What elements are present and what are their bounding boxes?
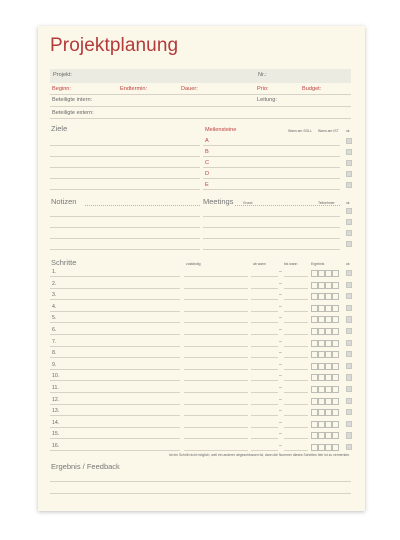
step-ok-checkbox[interactable] bbox=[346, 398, 352, 404]
step-ab-line bbox=[251, 334, 278, 335]
step-ergebnis-box[interactable] bbox=[325, 432, 332, 439]
step-ergebnis-box[interactable] bbox=[311, 409, 318, 416]
step-ergebnis-box[interactable] bbox=[332, 386, 339, 393]
step-zustaendig-line bbox=[184, 415, 248, 416]
step-line bbox=[50, 334, 180, 335]
step-zustaendig-line bbox=[184, 380, 248, 381]
projekt-label: Projekt: bbox=[53, 72, 72, 78]
beteiligte-extern-label: Beteiligte extern: bbox=[52, 110, 94, 116]
meilenstein-line bbox=[203, 167, 340, 168]
step-ergebnis-box[interactable] bbox=[332, 421, 339, 428]
step-ergebnis-box[interactable] bbox=[332, 340, 339, 347]
schritte-ok-header: ok bbox=[346, 262, 350, 266]
step-ergebnis-box[interactable] bbox=[318, 421, 325, 428]
schritte-heading: Schritte bbox=[51, 258, 77, 267]
step-ergebnis-box[interactable] bbox=[311, 340, 318, 347]
step-ergebnis-box[interactable] bbox=[311, 316, 318, 323]
step-zustaendig-line bbox=[184, 450, 248, 451]
step-ergebnis-box[interactable] bbox=[325, 409, 332, 416]
meeting-ok-checkbox[interactable] bbox=[346, 241, 352, 247]
step-bis-line bbox=[284, 427, 308, 428]
step-bis-line bbox=[284, 392, 308, 393]
meeting-ok-checkbox[interactable] bbox=[346, 230, 352, 236]
step-zustaendig-line bbox=[184, 438, 248, 439]
step-ergebnis-box[interactable] bbox=[318, 386, 325, 393]
step-dash: – bbox=[279, 292, 282, 299]
step-ergebnis-box[interactable] bbox=[325, 340, 332, 347]
step-dash: – bbox=[279, 408, 282, 415]
beginn-label: Beginn: bbox=[52, 86, 71, 92]
meilensteine-ok-header: ok bbox=[346, 129, 350, 133]
step-dash: – bbox=[279, 327, 282, 333]
step-ok-checkbox[interactable] bbox=[346, 282, 352, 288]
meilenstein-line bbox=[203, 145, 340, 146]
step-number: 2. bbox=[52, 280, 57, 287]
step-dash: – bbox=[279, 303, 282, 310]
meetings-line bbox=[203, 227, 340, 228]
step-ergebnis-box[interactable] bbox=[311, 282, 318, 289]
step-number: 1. bbox=[52, 269, 57, 275]
step-zustaendig-line bbox=[184, 334, 248, 335]
meilenstein-ok-checkbox[interactable] bbox=[346, 182, 352, 188]
step-bis-line bbox=[284, 438, 308, 439]
step-ergebnis-box[interactable] bbox=[332, 316, 339, 323]
step-ergebnis-box[interactable] bbox=[318, 351, 325, 358]
meetings-teilnehmer-header: Teilnehmer bbox=[318, 201, 335, 205]
ziele-line bbox=[50, 145, 200, 146]
step-number: 6. bbox=[52, 327, 57, 333]
step-bis-line bbox=[284, 276, 308, 277]
step-zustaendig-line bbox=[184, 357, 248, 358]
step-ok-checkbox[interactable] bbox=[346, 363, 352, 369]
nr-label: Nr.: bbox=[258, 72, 267, 78]
step-ab-line bbox=[251, 438, 278, 439]
meilenstein-ok-checkbox[interactable] bbox=[346, 171, 352, 177]
meilenstein-line bbox=[203, 178, 340, 179]
step-ergebnis-box[interactable] bbox=[311, 386, 318, 393]
step-bis-line bbox=[284, 322, 308, 323]
step-zustaendig-line bbox=[184, 346, 248, 347]
step-ergebnis-box[interactable] bbox=[318, 409, 325, 416]
step-number: 12. bbox=[52, 396, 60, 403]
step-zustaendig-line bbox=[184, 404, 248, 405]
step-ab-line bbox=[251, 357, 278, 358]
step-line bbox=[50, 299, 180, 300]
step-ergebnis-box[interactable] bbox=[311, 328, 318, 335]
step-ergebnis-box[interactable] bbox=[318, 282, 325, 289]
step-bis-line bbox=[284, 404, 308, 405]
step-dash: – bbox=[279, 431, 282, 438]
step-ergebnis-box[interactable] bbox=[332, 444, 339, 451]
step-dash: – bbox=[279, 361, 282, 368]
step-dash: – bbox=[279, 269, 282, 275]
step-ergebnis-box[interactable] bbox=[332, 282, 339, 289]
ergebnis-line bbox=[50, 493, 351, 494]
step-number: 3. bbox=[52, 292, 57, 299]
meilenstein-letter: E bbox=[205, 182, 209, 188]
step-ergebnis-box[interactable] bbox=[325, 328, 332, 335]
step-dash: – bbox=[279, 373, 282, 380]
step-ergebnis-box[interactable] bbox=[311, 351, 318, 358]
step-ab-line bbox=[251, 450, 278, 451]
step-ergebnis-box[interactable] bbox=[311, 444, 318, 451]
step-zustaendig-line bbox=[184, 369, 248, 370]
header-line bbox=[50, 106, 351, 107]
step-dash: – bbox=[279, 385, 282, 391]
meetings-line bbox=[235, 205, 340, 206]
step-ergebnis-box[interactable] bbox=[332, 305, 339, 312]
step-ergebnis-box[interactable] bbox=[318, 305, 325, 312]
schritte-ergebnis-header: Ergebnis bbox=[311, 262, 325, 266]
schritte-bis-header: bis wann bbox=[284, 262, 298, 266]
step-ergebnis-box[interactable] bbox=[332, 398, 339, 405]
ziele-line bbox=[50, 167, 200, 168]
ziele-line bbox=[50, 189, 200, 190]
step-ergebnis-box[interactable] bbox=[311, 432, 318, 439]
step-ok-checkbox[interactable] bbox=[346, 340, 352, 346]
meetings-line bbox=[203, 238, 340, 239]
step-line bbox=[50, 427, 180, 428]
step-dash: – bbox=[279, 396, 282, 403]
notizen-line bbox=[50, 238, 200, 239]
meilenstein-line bbox=[203, 156, 340, 157]
step-ergebnis-box[interactable] bbox=[318, 328, 325, 335]
meeting-ok-checkbox[interactable] bbox=[346, 208, 352, 214]
step-ab-line bbox=[251, 311, 278, 312]
meeting-ok-checkbox[interactable] bbox=[346, 219, 352, 225]
ziele-line bbox=[50, 156, 200, 157]
step-ergebnis-box[interactable] bbox=[318, 374, 325, 381]
step-ergebnis-box[interactable] bbox=[318, 293, 325, 300]
step-number: 13. bbox=[52, 408, 60, 415]
step-ergebnis-box[interactable] bbox=[325, 444, 332, 451]
step-bis-line bbox=[284, 357, 308, 358]
step-ok-checkbox[interactable] bbox=[346, 316, 352, 322]
step-line bbox=[50, 369, 180, 370]
step-dash: – bbox=[279, 338, 282, 345]
step-ok-checkbox[interactable] bbox=[346, 305, 352, 311]
step-ab-line bbox=[251, 380, 278, 381]
step-ergebnis-box[interactable] bbox=[311, 270, 318, 277]
meilenstein-letter: C bbox=[205, 160, 210, 166]
step-ergebnis-box[interactable] bbox=[325, 386, 332, 393]
step-ok-checkbox[interactable] bbox=[346, 409, 352, 415]
meilenstein-letter: D bbox=[205, 171, 210, 177]
step-ergebnis-box[interactable] bbox=[311, 305, 318, 312]
step-number: 5. bbox=[52, 315, 57, 322]
dauer-label: Dauer: bbox=[181, 86, 198, 92]
step-dash: – bbox=[279, 350, 282, 357]
step-line bbox=[50, 438, 180, 439]
header-line bbox=[50, 118, 351, 119]
step-ergebnis-box[interactable] bbox=[325, 282, 332, 289]
step-number: 10. bbox=[52, 373, 60, 380]
step-ab-line bbox=[251, 322, 278, 323]
prio-label: Prio: bbox=[257, 86, 269, 92]
step-ergebnis-box[interactable] bbox=[325, 374, 332, 381]
meetings-ok-header: ok bbox=[346, 201, 350, 205]
step-number: 14. bbox=[52, 419, 60, 426]
step-line bbox=[50, 450, 180, 451]
step-ergebnis-box[interactable] bbox=[325, 316, 332, 323]
schritte-zustaendig-header: zuständig bbox=[186, 262, 201, 266]
meilensteine-ist-header: Wann am IST bbox=[318, 129, 339, 133]
step-ergebnis-box[interactable] bbox=[332, 351, 339, 358]
step-line bbox=[50, 415, 180, 416]
notizen-heading: Notizen bbox=[51, 197, 77, 206]
step-ergebnis-box[interactable] bbox=[318, 340, 325, 347]
step-number: 4. bbox=[52, 303, 57, 310]
step-line bbox=[50, 288, 180, 289]
step-number: 9. bbox=[52, 361, 57, 368]
step-ab-line bbox=[251, 392, 278, 393]
endtermin-label: Endtermin: bbox=[120, 86, 148, 92]
step-ab-line bbox=[251, 427, 278, 428]
step-line bbox=[50, 357, 180, 358]
step-ok-checkbox[interactable] bbox=[346, 444, 352, 450]
step-ergebnis-box[interactable] bbox=[332, 363, 339, 370]
step-bis-line bbox=[284, 334, 308, 335]
step-ergebnis-box[interactable] bbox=[311, 398, 318, 405]
meilenstein-line bbox=[203, 189, 340, 190]
meetings-heading: Meetings bbox=[203, 197, 234, 206]
schritte-footnote: Ist ein Schritt nicht möglich, weil ein anderer abgeschlossen ist, dann die Nummer dieses Schrittes hier ist zu vermerken. bbox=[169, 453, 351, 457]
step-line bbox=[50, 276, 180, 277]
header-line bbox=[50, 94, 351, 95]
step-ab-line bbox=[251, 346, 278, 347]
step-zustaendig-line bbox=[184, 311, 248, 312]
step-ok-checkbox[interactable] bbox=[346, 328, 352, 334]
step-ergebnis-box[interactable] bbox=[318, 398, 325, 405]
meetings-grund-header: Grund bbox=[243, 201, 253, 205]
step-bis-line bbox=[284, 299, 308, 300]
step-ergebnis-box[interactable] bbox=[311, 421, 318, 428]
step-ok-checkbox[interactable] bbox=[346, 351, 352, 357]
step-ergebnis-box[interactable] bbox=[318, 316, 325, 323]
leitung-label: Leitung: bbox=[257, 97, 277, 103]
step-line bbox=[50, 346, 180, 347]
step-ergebnis-box[interactable] bbox=[311, 363, 318, 370]
step-ergebnis-box[interactable] bbox=[332, 374, 339, 381]
step-ergebnis-box[interactable] bbox=[318, 432, 325, 439]
step-number: 8. bbox=[52, 350, 57, 357]
step-ab-line bbox=[251, 404, 278, 405]
meilenstein-letter: B bbox=[205, 149, 209, 155]
step-ab-line bbox=[251, 288, 278, 289]
meetings-line bbox=[203, 249, 340, 250]
schritte-ab-header: ab wann bbox=[253, 262, 266, 266]
step-line bbox=[50, 380, 180, 381]
step-bis-line bbox=[284, 369, 308, 370]
step-bis-line bbox=[284, 380, 308, 381]
step-zustaendig-line bbox=[184, 427, 248, 428]
step-line bbox=[50, 404, 180, 405]
step-ok-checkbox[interactable] bbox=[346, 386, 352, 392]
step-ergebnis-box[interactable] bbox=[332, 432, 339, 439]
step-ergebnis-box[interactable] bbox=[325, 293, 332, 300]
meilenstein-ok-checkbox[interactable] bbox=[346, 149, 352, 155]
step-ergebnis-box[interactable] bbox=[332, 409, 339, 416]
step-ab-line bbox=[251, 415, 278, 416]
step-ok-checkbox[interactable] bbox=[346, 293, 352, 299]
budget-label: Budget: bbox=[302, 86, 322, 92]
step-bis-line bbox=[284, 415, 308, 416]
step-number: 15. bbox=[52, 431, 60, 438]
project-band bbox=[50, 69, 351, 83]
step-ok-checkbox[interactable] bbox=[346, 421, 352, 427]
meilensteine-heading: Meilensteine bbox=[205, 127, 237, 133]
ziele-heading: Ziele bbox=[51, 124, 68, 133]
step-dash: – bbox=[279, 419, 282, 426]
step-ok-checkbox[interactable] bbox=[346, 374, 352, 380]
step-line bbox=[50, 322, 180, 323]
beteiligte-intern-label: Beteiligte intern: bbox=[52, 97, 93, 103]
page-title: Projektplanung bbox=[50, 35, 179, 56]
step-ab-line bbox=[251, 276, 278, 277]
step-ergebnis-box[interactable] bbox=[332, 328, 339, 335]
step-zustaendig-line bbox=[184, 276, 248, 277]
step-ergebnis-box[interactable] bbox=[325, 351, 332, 358]
step-bis-line bbox=[284, 450, 308, 451]
ergebnis-line bbox=[50, 481, 351, 482]
step-ab-line bbox=[251, 299, 278, 300]
step-zustaendig-line bbox=[184, 299, 248, 300]
step-ergebnis-box[interactable] bbox=[325, 270, 332, 277]
step-ab-line bbox=[251, 369, 278, 370]
step-bis-line bbox=[284, 346, 308, 347]
step-dash: – bbox=[279, 443, 282, 449]
step-ok-checkbox[interactable] bbox=[346, 432, 352, 438]
step-bis-line bbox=[284, 288, 308, 289]
step-number: 16. bbox=[52, 443, 60, 449]
step-ergebnis-box[interactable] bbox=[318, 270, 325, 277]
ergebnis-heading: Ergebnis / Feedback bbox=[51, 462, 120, 471]
step-number: 7. bbox=[52, 338, 57, 345]
step-ergebnis-box[interactable] bbox=[325, 363, 332, 370]
step-zustaendig-line bbox=[184, 392, 248, 393]
step-dash: – bbox=[279, 280, 282, 287]
notizen-line bbox=[50, 249, 200, 250]
step-bis-line bbox=[284, 311, 308, 312]
step-ok-checkbox[interactable] bbox=[346, 270, 352, 276]
notizen-line bbox=[50, 227, 200, 228]
meilenstein-ok-checkbox[interactable] bbox=[346, 138, 352, 144]
step-line bbox=[50, 392, 180, 393]
meetings-line bbox=[203, 216, 340, 217]
step-ergebnis-box[interactable] bbox=[332, 270, 339, 277]
step-dash: – bbox=[279, 315, 282, 322]
meilensteine-soll-header: Wann am SOLL bbox=[288, 129, 312, 133]
step-number: 11. bbox=[52, 385, 59, 391]
notizen-line bbox=[85, 205, 200, 206]
step-line bbox=[50, 311, 180, 312]
step-ergebnis-box[interactable] bbox=[332, 293, 339, 300]
step-ergebnis-box[interactable] bbox=[318, 444, 325, 451]
step-ergebnis-box[interactable] bbox=[325, 421, 332, 428]
step-zustaendig-line bbox=[184, 288, 248, 289]
notizen-line bbox=[50, 216, 200, 217]
step-zustaendig-line bbox=[184, 322, 248, 323]
step-ergebnis-box[interactable] bbox=[318, 363, 325, 370]
meilenstein-letter: A bbox=[205, 138, 209, 144]
step-ergebnis-box[interactable] bbox=[311, 293, 318, 300]
ziele-line bbox=[50, 178, 200, 179]
step-ergebnis-box[interactable] bbox=[325, 398, 332, 405]
step-ergebnis-box[interactable] bbox=[325, 305, 332, 312]
step-ergebnis-box[interactable] bbox=[311, 374, 318, 381]
meilenstein-ok-checkbox[interactable] bbox=[346, 160, 352, 166]
planning-sheet bbox=[38, 26, 365, 511]
